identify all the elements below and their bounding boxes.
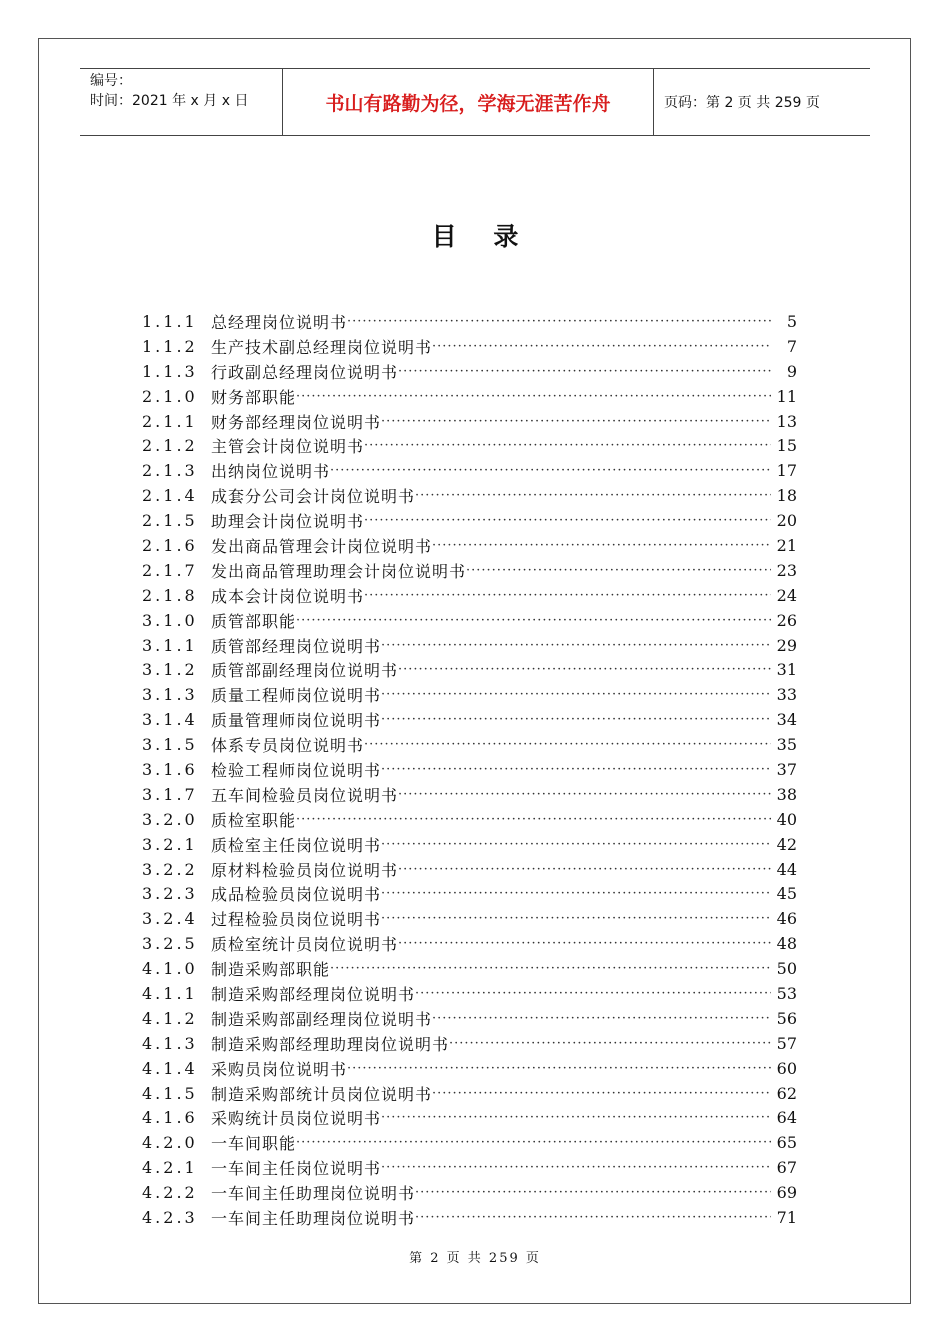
serial-number-label: 编号： <box>90 73 132 89</box>
toc-dot-leader <box>364 438 771 453</box>
toc-entry-title: 质检室职能 <box>211 810 297 830</box>
toc-dot-leader <box>330 463 771 478</box>
document-header <box>80 68 870 136</box>
toc-entry-number: 1.1.2 <box>142 336 198 356</box>
toc-dot-leader <box>296 812 771 827</box>
toc-entry-title: 体系专员岗位说明书 <box>211 736 365 756</box>
toc-dot-leader <box>347 314 771 329</box>
toc-entry-title: 总经理岗位说明书 <box>211 312 348 332</box>
toc-dot-leader <box>381 1160 771 1175</box>
toc-entry-page: 53 <box>776 983 797 1003</box>
toc-entry-page: 35 <box>776 735 797 755</box>
toc-entry-title: 成套分公司会计岗位说明书 <box>211 487 416 507</box>
toc-entry-number: 4.1.0 <box>142 959 198 979</box>
toc-entry-number: 3.2.0 <box>142 809 198 829</box>
toc-dot-leader <box>381 1110 771 1125</box>
toc-entry-page: 57 <box>776 1033 797 1053</box>
toc-entry-number: 2.1.0 <box>142 386 198 406</box>
toc-entry[interactable] <box>142 608 797 633</box>
toc-entry-page: 42 <box>776 834 797 854</box>
toc-entry-title: 助理会计岗位说明书 <box>211 512 365 532</box>
toc-entry[interactable] <box>142 433 797 458</box>
toc-dot-leader <box>364 588 771 603</box>
toc-entry-number: 2.1.4 <box>142 486 198 506</box>
toc-entry-title: 发出商品管理助理会计岗位说明书 <box>211 561 467 581</box>
toc-dot-leader <box>296 389 771 404</box>
toc-entry-page: 50 <box>776 959 797 979</box>
toc-entry[interactable] <box>142 1205 797 1230</box>
toc-entry-title: 发出商品管理会计岗位说明书 <box>211 536 433 556</box>
toc-entry-page: 69 <box>776 1183 797 1203</box>
toc-entry-title: 制造采购部副经理岗位说明书 <box>211 1009 433 1029</box>
toc-dot-leader <box>381 911 771 926</box>
toc-entry-title: 制造采购部统计员岗位说明书 <box>211 1084 433 1104</box>
toc-entry-page: 24 <box>776 585 797 605</box>
toc-dot-leader <box>398 662 771 677</box>
date-line: 时间：2021 年 x 月 x 日 <box>90 93 249 109</box>
toc-dot-leader <box>296 1135 771 1150</box>
toc-entry-title: 质检室主任岗位说明书 <box>211 835 382 855</box>
toc-entry[interactable] <box>142 309 797 334</box>
toc-entry-title: 行政副总经理岗位说明书 <box>211 362 399 382</box>
header-meta <box>80 69 282 135</box>
toc-entry-page: 38 <box>776 784 797 804</box>
toc-entry[interactable] <box>142 1031 797 1056</box>
toc-entry[interactable] <box>142 757 797 782</box>
toc-dot-leader <box>398 936 771 951</box>
toc-entry-page: 62 <box>776 1083 797 1103</box>
toc-entry-title: 质管部副经理岗位说明书 <box>211 661 399 681</box>
toc-entry-number: 2.1.6 <box>142 535 198 555</box>
toc-entry[interactable] <box>142 1056 797 1081</box>
toc-entry-number: 4.1.1 <box>142 983 198 1003</box>
toc-dot-leader <box>432 1086 771 1101</box>
toc-entry[interactable] <box>142 409 797 434</box>
toc-dot-leader <box>415 488 771 503</box>
toc-entry-title: 质管部经理岗位说明书 <box>211 636 382 656</box>
toc-entry[interactable] <box>142 359 797 384</box>
toc-entry-number: 4.2.0 <box>142 1133 198 1153</box>
toc-entry-number: 3.2.2 <box>142 859 198 879</box>
page-title: 目 录 <box>431 222 533 251</box>
toc-entry-number: 3.1.5 <box>142 735 198 755</box>
toc-entry[interactable] <box>142 633 797 658</box>
toc-entry-page: 45 <box>776 884 797 904</box>
toc-entry-title: 质管部职能 <box>211 611 297 631</box>
toc-entry-number: 1.1.1 <box>142 311 198 331</box>
toc-dot-leader <box>398 787 771 802</box>
toc-entry[interactable] <box>142 1180 797 1205</box>
toc-dot-leader <box>432 538 771 553</box>
toc-entry-title: 成本会计岗位说明书 <box>211 586 365 606</box>
page-footer: 第 2 页 共 259 页 <box>409 1251 541 1266</box>
toc-entry-page: 64 <box>776 1108 797 1128</box>
toc-entry-page: 67 <box>776 1158 797 1178</box>
toc-entry-title: 制造采购部经理岗位说明书 <box>211 984 416 1004</box>
toc-dot-leader <box>381 762 771 777</box>
toc-entry-title: 出纳岗位说明书 <box>211 462 331 482</box>
toc-entry-number: 4.2.2 <box>142 1183 198 1203</box>
toc-entry-title: 一车间主任助理岗位说明书 <box>211 1184 416 1204</box>
toc-entry-title: 一车间主任岗位说明书 <box>211 1159 382 1179</box>
toc-entry-number: 3.2.3 <box>142 884 198 904</box>
toc-entry-page: 15 <box>776 436 797 456</box>
toc-entry[interactable] <box>142 807 797 832</box>
toc-entry-title: 采购统计员岗位说明书 <box>211 1109 382 1129</box>
toc-entry-page: 7 <box>786 336 797 356</box>
toc-dot-leader <box>381 687 771 702</box>
toc-entry-number: 3.2.1 <box>142 834 198 854</box>
toc-entry-title: 生产技术副总经理岗位说明书 <box>211 337 433 357</box>
toc-entry[interactable] <box>142 931 797 956</box>
toc-entry-page: 20 <box>776 511 797 531</box>
toc-entry-number: 3.2.5 <box>142 934 198 954</box>
toc-entry-title: 一车间职能 <box>211 1134 297 1154</box>
toc-dot-leader <box>381 414 771 429</box>
toc-entry-number: 3.1.6 <box>142 759 198 779</box>
toc-entry-number: 2.1.3 <box>142 461 198 481</box>
toc-dot-leader <box>330 961 771 976</box>
toc-entry-page: 5 <box>786 311 797 331</box>
toc-entry[interactable] <box>142 881 797 906</box>
toc-entry-number: 3.2.4 <box>142 909 198 929</box>
toc-entry-number: 3.1.2 <box>142 660 198 680</box>
toc-entry-page: 29 <box>776 635 797 655</box>
toc-entry[interactable] <box>142 906 797 931</box>
toc-dot-leader <box>364 737 771 752</box>
toc-entry[interactable] <box>142 956 797 981</box>
table-of-contents <box>142 309 797 1230</box>
toc-entry-title: 质检室统计员岗位说明书 <box>211 935 399 955</box>
toc-entry-page: 44 <box>776 859 797 879</box>
toc-entry-page: 46 <box>776 909 797 929</box>
toc-entry[interactable] <box>142 1130 797 1155</box>
toc-entry-title: 质量管理师岗位说明书 <box>211 711 382 731</box>
toc-entry-number: 3.1.0 <box>142 610 198 630</box>
toc-dot-leader <box>398 862 771 877</box>
toc-entry[interactable] <box>142 732 797 757</box>
toc-entry-number: 4.1.3 <box>142 1033 198 1053</box>
toc-entry-page: 48 <box>776 934 797 954</box>
toc-entry[interactable] <box>142 981 797 1006</box>
toc-entry-title: 过程检验员岗位说明书 <box>211 910 382 930</box>
toc-dot-leader <box>381 638 771 653</box>
toc-entry-page: 33 <box>776 685 797 705</box>
toc-entry-page: 65 <box>776 1133 797 1153</box>
toc-entry-page: 26 <box>776 610 797 630</box>
toc-entry[interactable] <box>142 1106 797 1131</box>
toc-entry-title: 原材料检验员岗位说明书 <box>211 860 399 880</box>
toc-entry[interactable] <box>142 682 797 707</box>
toc-entry-page: 21 <box>776 535 797 555</box>
toc-dot-leader <box>432 1011 771 1026</box>
toc-entry-number: 4.1.2 <box>142 1008 198 1028</box>
toc-entry[interactable] <box>142 1081 797 1106</box>
toc-entry-page: 9 <box>786 361 797 381</box>
toc-entry[interactable] <box>142 857 797 882</box>
toc-entry-number: 1.1.3 <box>142 361 198 381</box>
header-motto: 书山有路勤为径，学海无涯苦作舟 <box>282 69 654 135</box>
toc-entry[interactable] <box>142 508 797 533</box>
toc-dot-leader <box>432 339 771 354</box>
toc-entry-number: 4.2.3 <box>142 1208 198 1227</box>
toc-entry-page: 60 <box>776 1058 797 1078</box>
toc-entry-number: 3.1.3 <box>142 685 198 705</box>
toc-entry-title: 主管会计岗位说明书 <box>211 437 365 457</box>
toc-entry-number: 2.1.8 <box>142 585 198 605</box>
toc-dot-leader <box>364 513 771 528</box>
toc-entry-title: 一车间主任助理岗位说明书 <box>211 1209 416 1228</box>
toc-entry-number: 2.1.7 <box>142 560 198 580</box>
toc-entry-number: 4.1.5 <box>142 1083 198 1103</box>
toc-entry[interactable] <box>142 334 797 359</box>
toc-entry-title: 采购员岗位说明书 <box>211 1059 348 1079</box>
toc-dot-leader <box>381 837 771 852</box>
toc-entry-page: 17 <box>776 461 797 481</box>
toc-entry[interactable] <box>142 483 797 508</box>
toc-entry-page: 11 <box>776 386 797 406</box>
toc-dot-leader <box>415 986 771 1001</box>
toc-dot-leader <box>296 613 771 628</box>
toc-dot-leader <box>415 1185 771 1200</box>
toc-entry-number: 4.1.6 <box>142 1108 198 1128</box>
toc-dot-leader <box>381 886 771 901</box>
toc-entry-page: 71 <box>776 1208 797 1227</box>
toc-dot-leader <box>466 563 771 578</box>
toc-dot-leader <box>398 364 771 379</box>
toc-entry-title: 检验工程师岗位说明书 <box>211 760 382 780</box>
toc-entry[interactable] <box>142 583 797 608</box>
toc-entry[interactable] <box>142 657 797 682</box>
toc-entry-page: 31 <box>776 660 797 680</box>
toc-entry-page: 56 <box>776 1008 797 1028</box>
header-page-code: 页码：第 2 页 共 259 页 <box>664 95 820 111</box>
toc-entry-page: 37 <box>776 759 797 779</box>
toc-entry-title: 财务部经理岗位说明书 <box>211 412 382 432</box>
toc-dot-leader <box>381 712 771 727</box>
toc-dot-leader <box>449 1036 771 1051</box>
toc-entry-page: 13 <box>776 411 797 431</box>
toc-entry[interactable] <box>142 458 797 483</box>
toc-entry[interactable] <box>142 1155 797 1180</box>
toc-entry-page: 23 <box>776 560 797 580</box>
toc-entry-page: 40 <box>776 809 797 829</box>
toc-entry-title: 制造采购部经理助理岗位说明书 <box>211 1034 450 1054</box>
toc-dot-leader <box>415 1210 771 1225</box>
toc-entry-page: 18 <box>776 486 797 506</box>
toc-dot-leader <box>347 1061 771 1076</box>
toc-entry[interactable] <box>142 558 797 583</box>
toc-entry-number: 2.1.1 <box>142 411 198 431</box>
toc-entry-number: 3.1.4 <box>142 710 198 730</box>
toc-entry-page: 34 <box>776 710 797 730</box>
toc-entry[interactable] <box>142 533 797 558</box>
toc-entry-title: 成品检验员岗位说明书 <box>211 885 382 905</box>
toc-entry[interactable] <box>142 782 797 807</box>
toc-entry-title: 制造采购部职能 <box>211 960 331 980</box>
toc-entry-number: 4.2.1 <box>142 1158 198 1178</box>
toc-entry[interactable] <box>142 832 797 857</box>
toc-entry-number: 2.1.5 <box>142 511 198 531</box>
toc-entry-title: 五车间检验员岗位说明书 <box>211 785 399 805</box>
toc-entry-title: 财务部职能 <box>211 387 297 407</box>
toc-entry[interactable] <box>142 384 797 409</box>
toc-entry-number: 3.1.7 <box>142 784 198 804</box>
toc-entry-title: 质量工程师岗位说明书 <box>211 686 382 706</box>
toc-entry-number: 2.1.2 <box>142 436 198 456</box>
toc-entry[interactable] <box>142 1006 797 1031</box>
toc-entry-number: 4.1.4 <box>142 1058 198 1078</box>
toc-entry[interactable] <box>142 707 797 732</box>
toc-entry-number: 3.1.1 <box>142 635 198 655</box>
